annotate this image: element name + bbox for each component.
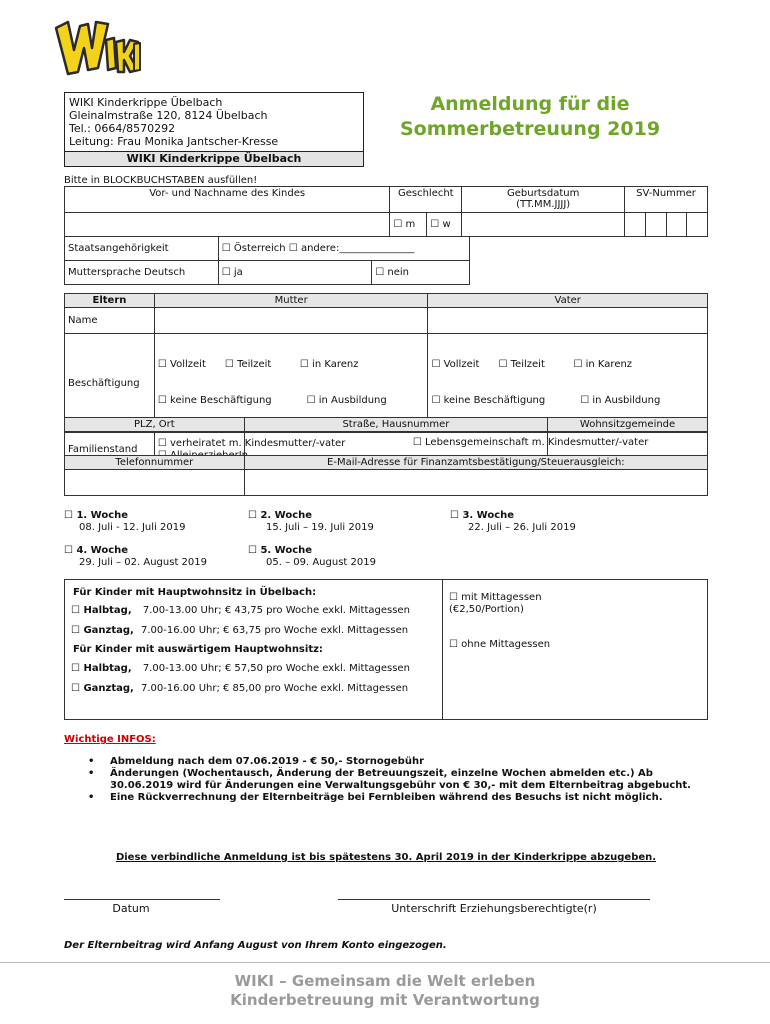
lunch-price: (€2,50/Portion) <box>449 604 524 615</box>
infos-title: Wichtige INFOS: <box>64 734 156 745</box>
mother-tongue-no[interactable]: ☐ nein <box>372 261 470 285</box>
parents-header: Eltern <box>65 294 155 308</box>
fees-local-half-checkbox[interactable]: ☐ Halbtag, <box>71 605 132 616</box>
deadline-note: Diese verbindliche Anmeldung ist bis spätestens 30. April 2019 in der Kinderkrippe abzugeben. <box>115 852 657 863</box>
fees-ext-full-checkbox[interactable]: ☐ Ganztag, <box>71 683 134 694</box>
page-title <box>380 92 680 142</box>
fees-ext-half-checkbox[interactable]: ☐ Halbtag, <box>71 663 132 674</box>
address-footer: WIKI Kinderkrippe Übelbach <box>65 151 363 166</box>
nationality-label: Staatsangehörigkeit <box>65 237 219 261</box>
street-field[interactable] <box>244 432 547 456</box>
gender-w-checkbox[interactable]: ☐ w <box>427 213 462 237</box>
father-job-row-2[interactable]: ☐ keine Beschäftigung ☐ in Ausbildung <box>431 395 661 406</box>
email-field[interactable] <box>244 470 707 496</box>
job-label: Beschäftigung <box>65 334 155 433</box>
mother-job-row-2[interactable]: ☐ keine Beschäftigung ☐ in Ausbildung <box>157 395 387 406</box>
sv-header: SV-Nummer <box>625 187 708 213</box>
infos-list <box>88 756 708 804</box>
week-5[interactable] <box>248 545 376 569</box>
fees-box <box>64 579 708 720</box>
dob-header <box>462 187 625 213</box>
sv-digit-field[interactable] <box>686 213 707 237</box>
fees-external-heading: Für Kinder mit auswärtigem Hauptwohnsitz: <box>73 644 323 655</box>
fees-local-half-text: 7.00-13.00 Uhr; € 43,75 pro Woche exkl. Mittagessen <box>142 605 410 616</box>
child-table <box>64 186 708 237</box>
municipality-field[interactable] <box>548 432 708 456</box>
parent-name-label: Name <box>65 308 155 334</box>
fees-ext-half-option[interactable] <box>71 663 410 674</box>
info-item: • Änderungen (Wochentausch, Änderung der Betreuungszeit, einzelne Wochen abmelden etc.) Ab 30.06.2019 wird für Änderungen eine Verwaltungsgebühr von € 30,- mit dem Elternbeitrag abgebucht. <box>88 768 708 792</box>
info-item: • Abmeldung nach dem 07.06.2019 - € 50,- Stornogebühr <box>88 756 708 768</box>
mother-tongue-label: Muttersprache Deutsch <box>65 261 219 285</box>
address-line: Tel.: 0664/8570292 <box>69 122 176 135</box>
wiki-logo-icon <box>52 16 142 82</box>
plz-header: PLZ, Ort <box>65 418 245 432</box>
week-3-checkbox[interactable]: ☐ 3. Woche <box>450 510 515 521</box>
mother-name-field[interactable] <box>154 308 428 334</box>
family-option-partnership[interactable]: ☐ Lebensgemeinschaft m. Kindesmutter/-vater <box>412 437 649 448</box>
signature-line[interactable] <box>338 899 650 900</box>
week-2[interactable] <box>248 510 374 534</box>
week-4-checkbox[interactable]: ☐ 4. Woche <box>64 545 129 556</box>
date-label: Datum <box>112 902 150 915</box>
week-5-checkbox[interactable]: ☐ 5. Woche <box>248 545 313 556</box>
father-name-field[interactable] <box>428 308 708 334</box>
father-job-row-1[interactable]: ☐ Vollzeit ☐ Teilzeit ☐ in Karenz <box>431 359 633 370</box>
title-line-1: Anmeldung für die <box>430 93 630 115</box>
fees-ext-full-option[interactable] <box>71 683 408 694</box>
debit-note: Der Elternbeitrag wird Anfang August von Ihrem Konto eingezogen. <box>64 940 447 951</box>
child-name-header: Vor- und Nachname des Kindes <box>65 187 390 213</box>
street-header: Straße, Hausnummer <box>244 418 547 432</box>
fees-local-full-option[interactable] <box>71 625 408 636</box>
sv-digit-field[interactable] <box>667 213 687 237</box>
mother-header: Mutter <box>154 294 428 308</box>
week-2-checkbox[interactable]: ☐ 2. Woche <box>248 510 313 521</box>
sv-digit-field[interactable] <box>646 213 667 237</box>
week-1[interactable] <box>64 510 185 534</box>
footer-line-1: WIKI – Gemeinsam die Welt erleben <box>234 972 536 990</box>
date-line[interactable] <box>64 899 220 900</box>
week-2-dates: 15. Juli – 19. Juli 2019 <box>266 522 374 533</box>
child-name-field[interactable] <box>65 213 390 237</box>
father-header: Vater <box>428 294 708 308</box>
info-item: • Eine Rückverrechnung der Elternbeiträge bei Fernbleiben während des Besuchs ist nicht möglich. <box>88 792 708 804</box>
fees-divider <box>442 580 443 719</box>
mother-job-row-1[interactable]: ☐ Vollzeit ☐ Teilzeit ☐ in Karenz <box>157 359 359 370</box>
dob-field[interactable] <box>462 213 625 237</box>
footer-divider <box>0 962 770 963</box>
plz-field[interactable] <box>65 432 245 456</box>
week-5-dates: 05. – 09. August 2019 <box>266 557 376 568</box>
fees-local-full-checkbox[interactable]: ☐ Ganztag, <box>71 625 134 636</box>
signature-label: Unterschrift Erziehungsberechtigte(r) <box>391 902 597 915</box>
address-line: Leitung: Frau Monika Jantscher-Kresse <box>69 135 279 148</box>
address-table <box>64 417 708 496</box>
family-option-married[interactable]: ☐ verheiratet m. Kindesmutter/-vater <box>157 437 346 449</box>
phone-header: Telefonnummer <box>65 456 245 470</box>
gender-header: Geschlecht <box>390 187 462 213</box>
mother-tongue-yes[interactable]: ☐ ja <box>218 261 372 285</box>
municipality-header: Wohnsitzgemeinde <box>548 418 708 432</box>
dob-format: (TT.MM.JJJJ) <box>516 199 571 210</box>
week-3[interactable] <box>450 510 576 534</box>
email-header: E-Mail-Adresse für Finanzamtsbestätigung/Steuerausgleich: <box>244 456 707 470</box>
footer <box>0 972 770 1010</box>
address-box <box>64 92 364 167</box>
title-line-2: Sommerbetreuung 2019 <box>399 118 661 140</box>
fees-local-heading: Für Kinder mit Hauptwohnsitz in Übelbach: <box>73 587 317 598</box>
nationality-table <box>64 236 470 285</box>
gender-m-checkbox[interactable]: ☐ m <box>390 213 427 237</box>
lunch-with-checkbox[interactable]: ☐ mit Mittagessen <box>449 592 542 603</box>
family-status-label: Familienstand <box>65 433 155 467</box>
blockletters-hint: Bitte in BLOCKBUCHSTABEN ausfüllen! <box>64 175 258 186</box>
phone-field[interactable] <box>65 470 245 496</box>
fees-ext-half-text: 7.00-13.00 Uhr; € 57,50 pro Woche exkl. Mittagessen <box>142 663 410 674</box>
address-line: WIKI Kinderkrippe Übelbach <box>69 96 223 109</box>
lunch-without-checkbox[interactable]: ☐ ohne Mittagessen <box>449 639 551 650</box>
week-1-dates: 08. Juli - 12. Juli 2019 <box>79 522 186 533</box>
nationality-options[interactable]: ☐ Österreich ☐ andere:_______________ <box>218 237 469 261</box>
dob-header-label: Geburtsdatum <box>507 188 580 199</box>
fees-ext-full-text: 7.00-16.00 Uhr; € 85,00 pro Woche exkl. Mittagessen <box>141 683 409 694</box>
fees-local-full-text: 7.00-16.00 Uhr; € 63,75 pro Woche exkl. Mittagessen <box>141 625 409 636</box>
week-4[interactable] <box>64 545 207 569</box>
week-4-dates: 29. Juli – 02. August 2019 <box>79 557 207 568</box>
address-line: Gleinalmstraße 120, 8124 Übelbach <box>69 109 268 122</box>
week-3-dates: 22. Juli – 26. Juli 2019 <box>468 522 576 533</box>
wiki-logo <box>52 16 142 82</box>
fees-local-half-option[interactable] <box>71 605 410 616</box>
sv-digit-field[interactable] <box>625 213 646 237</box>
week-1-checkbox[interactable]: ☐ 1. Woche <box>64 510 129 521</box>
footer-line-2: Kinderbetreuung mit Verantwortung <box>230 991 540 1009</box>
